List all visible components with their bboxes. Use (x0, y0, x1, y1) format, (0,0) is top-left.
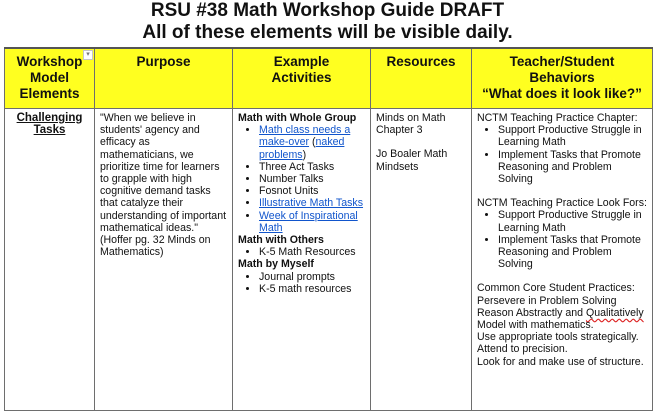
list-item: • Fosnot Units (259, 185, 365, 197)
header-text: Example (273, 54, 330, 69)
cell-workshop-element[interactable] (5, 109, 95, 411)
header-workshop-model-elements[interactable] (5, 48, 95, 109)
list-item (259, 197, 365, 209)
paren-text: ) (302, 148, 307, 161)
header-teacher-student-behaviors[interactable] (472, 48, 653, 109)
practice-line: Model with mathematics. (477, 319, 594, 332)
purpose-quote: "When we believe in students' agency and efficacy as mathematicians, we prioritize time for learners to grapple with high cognitive demand tasks that catalyze their understanding of important mathematical ideas." (100, 112, 227, 234)
list-item: • Number Talks (259, 173, 365, 185)
list-item: • Implement Tasks that Promote Reasoning and Problem Solving (498, 149, 647, 186)
illustrative-math-link[interactable]: Illustrative Math Tasks (259, 197, 364, 210)
purpose-citation: (Hoffer pg. 32 Minds on Mathematics) (100, 234, 211, 259)
practice-line: Attend to precision. (477, 343, 568, 356)
activity-group-heading: Math with Others (238, 234, 324, 247)
list-item: • K-5 math resources (259, 283, 365, 295)
practice-text: Reason Abstractly and (477, 306, 586, 319)
header-row (5, 48, 653, 109)
header-text: Activities (271, 70, 332, 85)
title-line-2: All of these elements will be visible daily. (142, 22, 513, 43)
paren-text: ( (309, 136, 316, 149)
cell-teacher-student-behaviors[interactable] (472, 109, 653, 411)
list-item: • Support Productive Struggle in Learning Math (498, 124, 647, 148)
header-text: Resources (386, 54, 456, 69)
lookfors-list (477, 209, 647, 270)
element-name: Challenging (16, 112, 83, 124)
resource-item: Jo Boaler Math Mindsets (376, 148, 448, 173)
header-text: Behaviors (529, 70, 595, 85)
with-others-list (238, 246, 365, 258)
header-example-activities[interactable] (233, 48, 371, 109)
element-name: Tasks (33, 124, 66, 137)
cell-purpose[interactable] (95, 109, 233, 411)
list-item (259, 124, 365, 161)
cell-dropdown-icon[interactable]: ▾ (83, 50, 93, 60)
activity-group-heading: Math with Whole Group (238, 112, 357, 124)
header-text: “What does it look like?” (482, 86, 642, 101)
header-text: Model (30, 70, 69, 85)
behavior-heading: NCTM Teaching Practice Look Fors: (477, 197, 647, 210)
behavior-heading: Common Core Student Practices: (477, 282, 635, 295)
resource-item: Minds on Math Chapter 3 (376, 112, 446, 137)
list-item: • Journal prompts (259, 271, 365, 283)
table-row (5, 109, 653, 411)
header-text: Purpose (136, 54, 191, 69)
whole-group-list (238, 124, 365, 234)
chapter-practices-list (477, 124, 647, 185)
cell-resources[interactable] (371, 109, 472, 411)
makeover-link[interactable]: Math class needs a make-over (259, 124, 351, 149)
workshop-guide-table (4, 47, 653, 411)
activity-group-heading: Math by Myself (238, 258, 314, 271)
cell-example-activities[interactable] (233, 109, 371, 411)
naked-problems-link[interactable]: naked problems (259, 136, 345, 161)
practice-line: Look for and make use of structure. (477, 355, 644, 368)
header-text: Elements (19, 86, 80, 101)
header-text: Workshop (16, 54, 83, 69)
by-myself-list (238, 271, 365, 295)
list-item: • K-5 Math Resources (259, 246, 365, 258)
week-of-inspirational-math-link[interactable]: Week of Inspirational Math (259, 209, 358, 234)
practice-line: Persevere in Problem Solving (477, 294, 617, 307)
document-title (0, 0, 655, 44)
list-item: • Three Act Tasks (259, 161, 365, 173)
header-resources[interactable] (371, 48, 472, 109)
behavior-heading: NCTM Teaching Practice Chapter: (477, 112, 638, 124)
list-item (259, 210, 365, 234)
title-line-1: RSU #38 Math Workshop Guide DRAFT (150, 0, 505, 21)
list-item: • Implement Tasks that Promote Reasoning and Problem Solving (498, 234, 647, 271)
practice-line: Use appropriate tools strategically. (477, 331, 639, 344)
spellcheck-word: Qualitatively (585, 306, 644, 319)
header-text: Teacher/Student (509, 54, 615, 69)
list-item: • Support Productive Struggle in Learning Math (498, 209, 647, 233)
practice-line (477, 307, 647, 319)
header-purpose[interactable] (95, 48, 233, 109)
